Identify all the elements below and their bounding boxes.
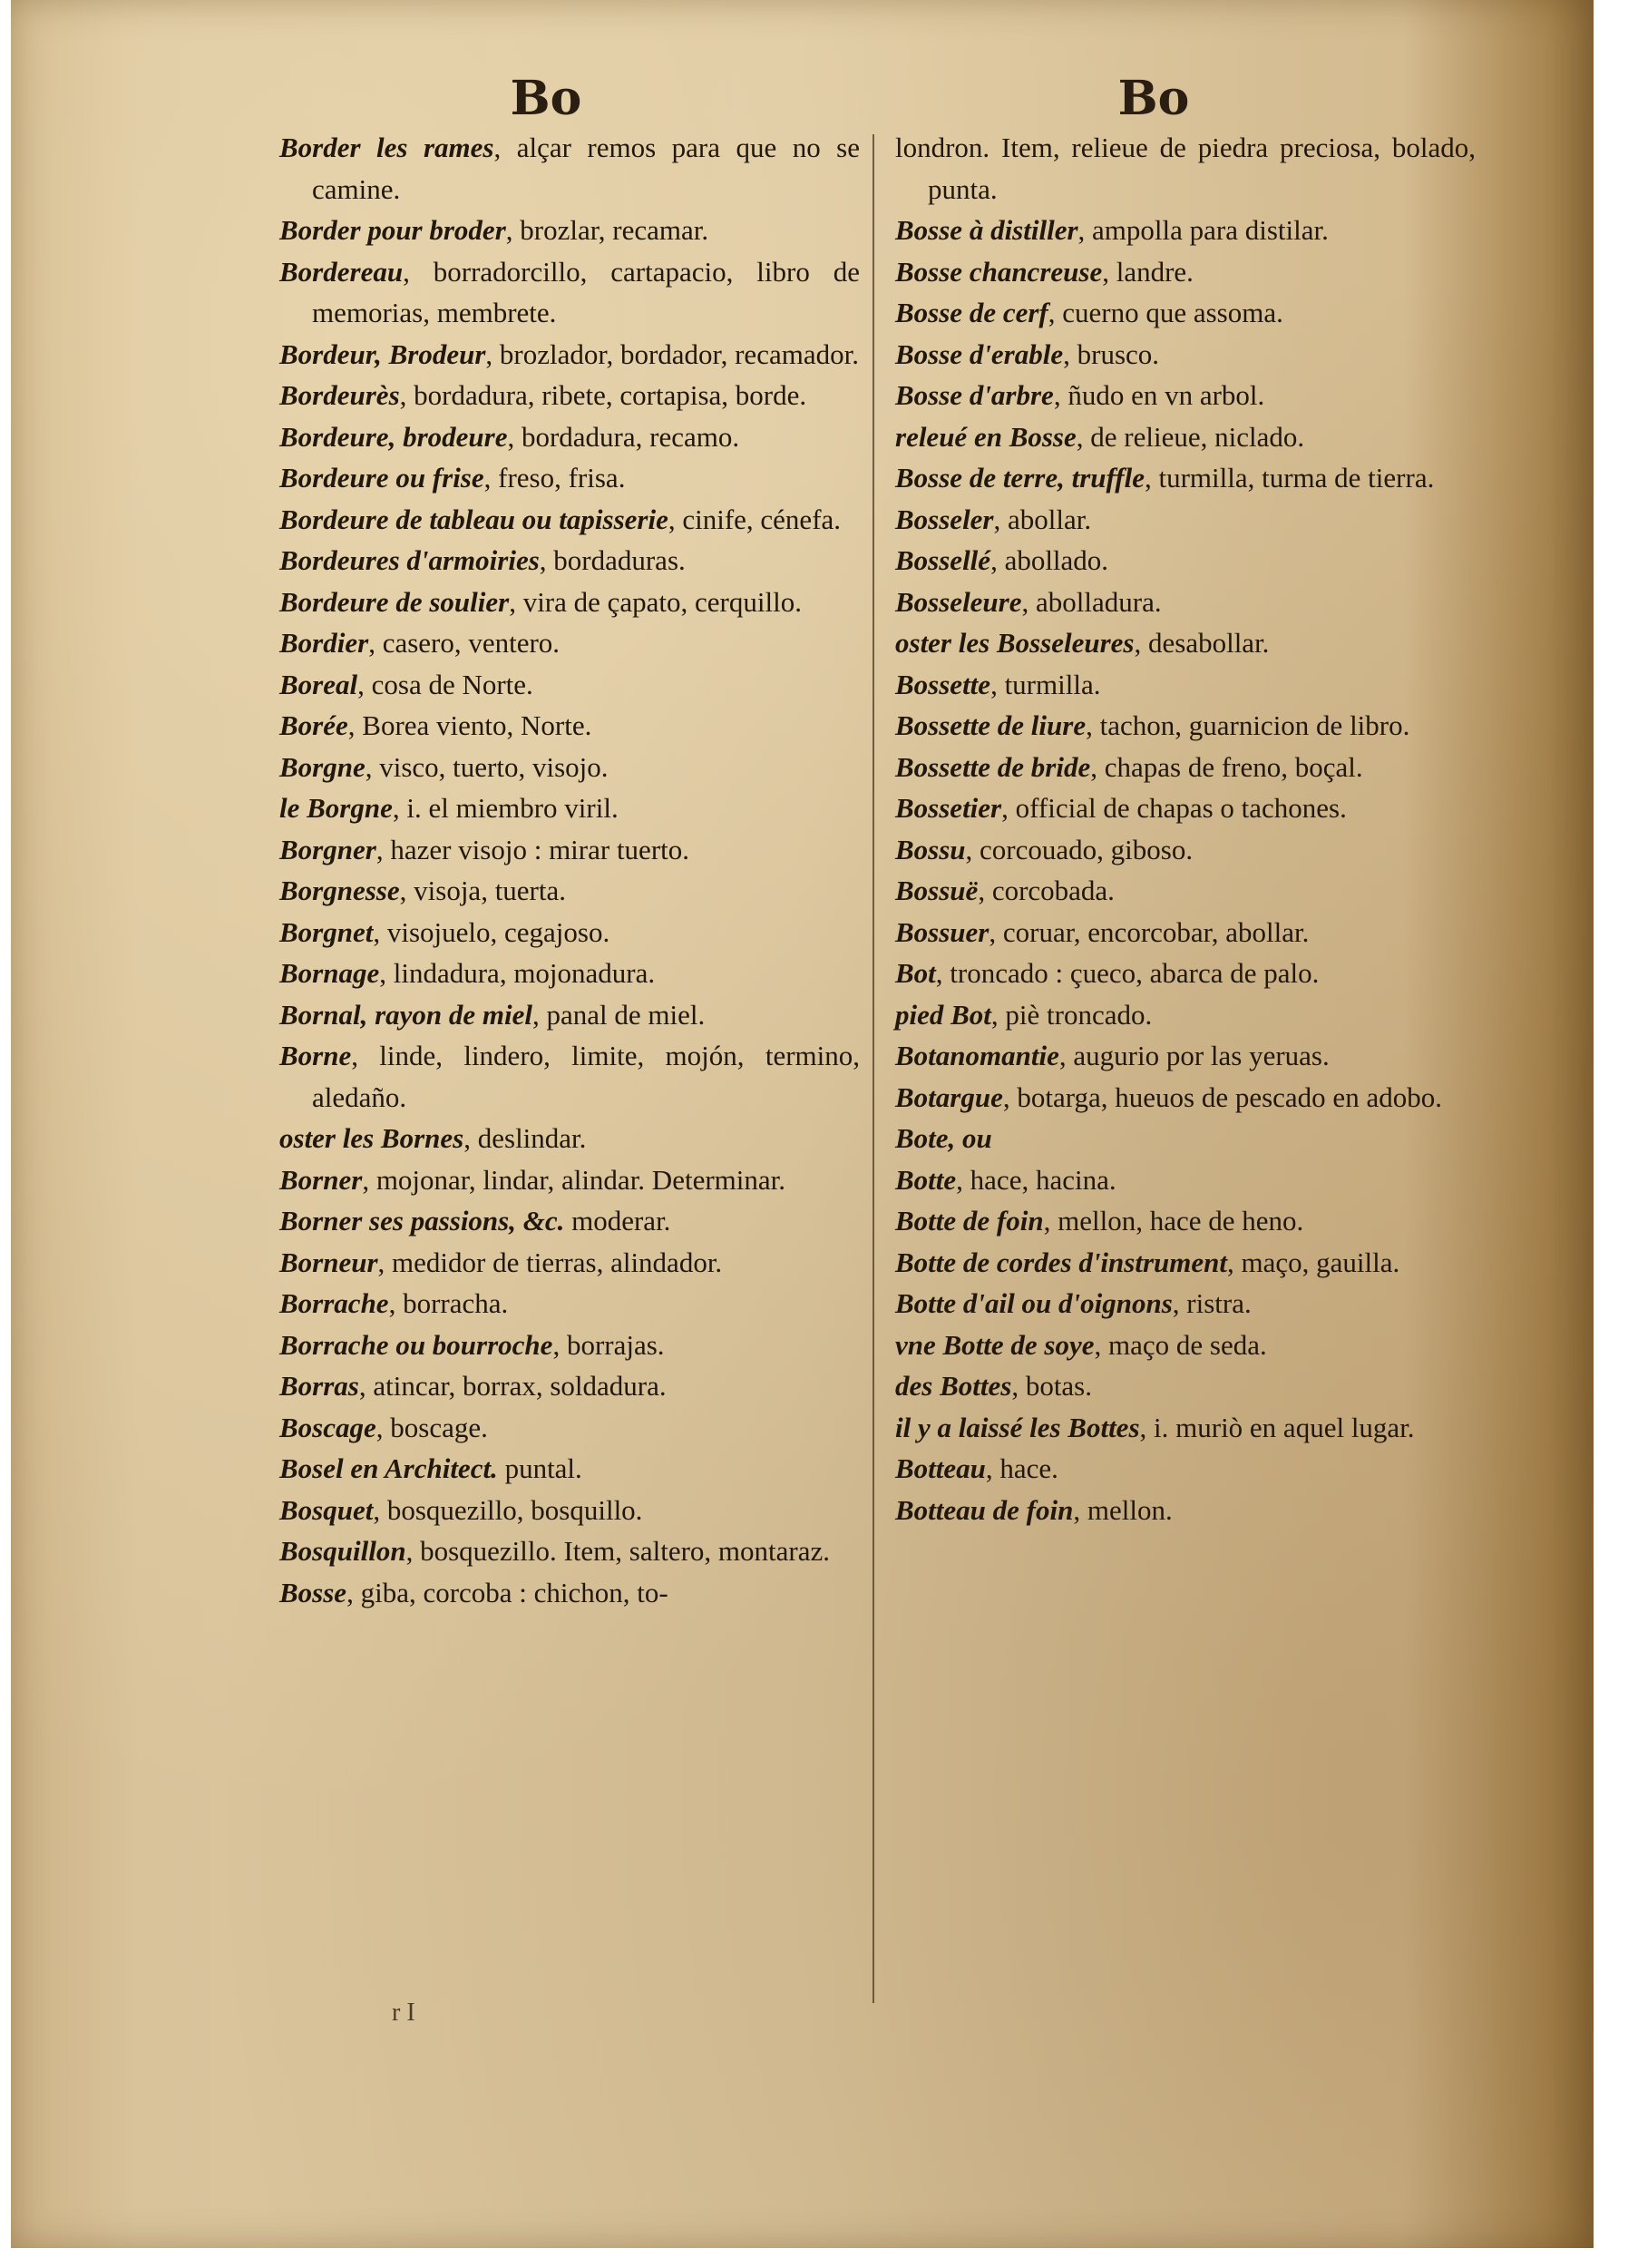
entry-definition: , freso, frisa. — [483, 462, 626, 494]
dictionary-entry — [895, 1035, 1476, 1077]
entry-headword: Border les rames — [279, 132, 494, 163]
dictionary-entry — [279, 829, 860, 871]
entry-headword: Botteau — [895, 1452, 986, 1484]
entry-headword: Bordeure de tableau ou tapisserie — [279, 503, 668, 535]
entry-definition: , i. muriò en aquel lugar. — [1139, 1411, 1415, 1443]
entry-headword: Borgne — [279, 750, 366, 783]
entry-definition: , lindadura, mojonadura. — [379, 957, 656, 989]
left-column — [279, 127, 860, 1613]
entry-headword: Bordeures d'armoiries — [279, 544, 540, 576]
entry-headword: oster les Bosseleures — [895, 627, 1135, 659]
entry-headword: Bordeure ou frise — [279, 462, 484, 494]
dictionary-entry — [279, 499, 860, 541]
column-divider — [872, 134, 874, 2003]
entry-headword: oster les Bornes — [279, 1122, 464, 1154]
dictionary-entry — [895, 334, 1476, 376]
entry-definition: , hace, hacina. — [956, 1163, 1116, 1196]
entry-definition: , hace. — [985, 1452, 1058, 1484]
entry-headword: Botte — [895, 1163, 957, 1196]
entry-definition: , Borea viento, Norte. — [347, 709, 592, 741]
entry-headword: Borrache ou bourroche — [279, 1328, 553, 1361]
entry-definition: , medidor de tierras, alindador. — [377, 1246, 723, 1278]
dictionary-entry — [279, 334, 860, 376]
dictionary-entry — [279, 540, 860, 582]
entry-headword: Bosse chancreuse — [895, 255, 1103, 288]
dictionary-entry — [895, 499, 1476, 541]
entry-headword: Bordeure, brodeure — [279, 420, 508, 453]
entry-headword: Borgner — [279, 833, 376, 865]
entry-headword: Bornage — [279, 957, 380, 989]
entry-definition: , deslindar. — [463, 1122, 587, 1154]
entry-definition: , mojonar, lindar, alindar. Determinar. — [362, 1163, 785, 1196]
entry-headword: Boscage — [279, 1411, 376, 1443]
entry-definition: , abollar. — [993, 503, 1092, 535]
dictionary-entry — [895, 1159, 1476, 1201]
entry-headword: Borneur — [279, 1246, 378, 1278]
dictionary-entry — [895, 664, 1476, 706]
entry-headword: Borgnesse — [279, 875, 400, 906]
entry-definition: , bosquezillo. Item, saltero, montaraz. — [405, 1535, 830, 1567]
entry-headword: Bosse — [279, 1576, 347, 1608]
dictionary-entry — [279, 251, 860, 334]
entry-definition: , casero, ventero. — [368, 627, 561, 659]
entry-headword: Bornal, rayon de miel — [279, 998, 533, 1031]
entry-headword: Borner ses passions, &c. — [279, 1205, 565, 1237]
entry-definition: , piè troncado. — [990, 998, 1153, 1031]
dictionary-entry — [279, 1283, 860, 1325]
dictionary-entry — [279, 375, 860, 416]
entry-definition: , mellon. — [1073, 1493, 1173, 1526]
dictionary-entry — [895, 1077, 1476, 1119]
dictionary-entry — [279, 705, 860, 747]
entry-definition: , giba, corcoba : chichon, to- — [346, 1576, 668, 1608]
dictionary-entry — [279, 622, 860, 664]
dictionary-entry — [895, 292, 1476, 334]
dictionary-entry — [895, 416, 1476, 458]
entry-definition: , cinife, cénefa. — [668, 503, 842, 535]
entry-headword: Borne — [279, 1040, 352, 1071]
entry-definition: , maço de seda. — [1094, 1328, 1267, 1361]
entry-headword: Bordeurès — [279, 379, 400, 411]
dictionary-entry — [279, 1159, 860, 1201]
entry-definition: , cosa de Norte. — [357, 668, 533, 700]
dictionary-entry — [279, 1200, 860, 1242]
dictionary-entry — [895, 1365, 1476, 1407]
entry-definition: , hazer visojo : mirar tuerto. — [375, 833, 690, 865]
entry-headword: Bosel en Architect. — [279, 1452, 498, 1484]
entry-definition: , borradorcillo, cartapacio, libro de memorias, membrete. — [312, 255, 860, 328]
entry-headword: Borner — [279, 1163, 363, 1196]
dictionary-entry — [279, 457, 860, 499]
entry-headword: Boreal — [279, 668, 358, 700]
dictionary-entry — [279, 582, 860, 623]
entry-headword: Botte de foin — [895, 1205, 1044, 1237]
dictionary-entry — [895, 457, 1476, 499]
dictionary-entry — [895, 829, 1476, 871]
dictionary-entry — [895, 1325, 1476, 1366]
dictionary-entry — [895, 1407, 1476, 1449]
entry-definition: , panal de miel. — [532, 998, 706, 1031]
dictionary-entry — [895, 1242, 1476, 1284]
entry-headword: Botanomantie — [895, 1040, 1059, 1071]
entry-headword: Bordeure de soulier — [279, 585, 510, 618]
entry-definition: , chapas de freno, boçal. — [1090, 750, 1363, 783]
entry-headword: Botteau de foin — [895, 1493, 1074, 1526]
dictionary-entry — [895, 912, 1476, 953]
entry-definition: , coruar, encorcobar, abollar. — [989, 915, 1310, 948]
entry-definition: , brusco. — [1063, 337, 1160, 370]
dictionary-entry — [895, 1118, 1476, 1159]
entry-headword: Botte d'ail ou d'oignons — [895, 1287, 1173, 1319]
entry-definition: , official de chapas o tachones. — [1001, 792, 1347, 824]
dictionary-entry — [895, 787, 1476, 829]
entry-definition: , maço, gauilla. — [1227, 1246, 1400, 1278]
entry-definition: , linde, lindero, limite, mojón, termino, aledaño. — [312, 1040, 860, 1113]
entry-headword: le Borgne — [279, 792, 393, 824]
dictionary-entry — [279, 953, 860, 994]
right-column — [895, 127, 1476, 1530]
dictionary-entry — [279, 210, 860, 251]
entry-definition: , abolladura. — [1021, 585, 1162, 618]
dictionary-entry — [895, 705, 1476, 747]
entry-definition: , de relieue, niclado. — [1076, 420, 1305, 453]
entry-headword: vne Botte de soye — [895, 1328, 1095, 1361]
dictionary-entry — [279, 1242, 860, 1284]
entry-headword: releué en Bosse — [895, 420, 1077, 453]
dictionary-entry — [895, 210, 1476, 251]
dictionary-entry — [279, 870, 860, 912]
entry-definition: moderar. — [564, 1205, 671, 1237]
entry-definition: , desabollar. — [1134, 627, 1270, 659]
dictionary-entry — [895, 622, 1476, 664]
dictionary-entry — [279, 1448, 860, 1490]
entry-headword: Bossette — [895, 668, 991, 700]
dictionary-entry — [279, 1035, 860, 1118]
entry-headword: Bossetier — [895, 792, 1002, 824]
entry-headword: Bot — [895, 957, 936, 989]
entry-headword: Bosse d'erable — [895, 337, 1064, 370]
dictionary-entry — [895, 1200, 1476, 1242]
entry-headword: des Bottes — [895, 1370, 1012, 1402]
dictionary-entry — [895, 582, 1476, 623]
signature-mark: r I — [392, 1999, 415, 2027]
entry-definition: , atincar, borrax, soldadura. — [358, 1370, 667, 1402]
entry-definition: , alçar remos para que no se camine. — [312, 132, 860, 205]
entry-definition: , ampolla para distilar. — [1077, 214, 1329, 246]
dictionary-entry — [279, 1365, 860, 1407]
entry-headword: Bordereau — [279, 255, 404, 288]
entry-headword: Bosse de cerf — [895, 297, 1048, 328]
dictionary-entry — [895, 994, 1476, 1036]
entry-headword: Borée — [279, 709, 348, 741]
entry-definition: , bosquezillo, bosquillo. — [373, 1493, 643, 1526]
entry-definition: , visoja, tuerta. — [399, 875, 567, 906]
entry-headword: Bossette de liure — [895, 709, 1087, 741]
entry-definition: , visco, tuerto, visojo. — [365, 750, 609, 783]
entry-headword: Bosseler — [895, 503, 994, 535]
entry-headword: Borrache — [279, 1287, 389, 1319]
entry-definition: , bordaduras. — [539, 544, 686, 576]
entry-definition: , abollado. — [990, 544, 1109, 576]
dictionary-entry — [279, 1118, 860, 1159]
dictionary-entry — [279, 416, 860, 458]
dictionary-entry — [279, 127, 860, 210]
entry-headword: Bosse de terre, truffle — [895, 462, 1145, 494]
entry-definition: , ristra. — [1172, 1287, 1252, 1319]
entry-headword: Bossuer — [895, 915, 989, 948]
entry-definition: , troncado : çueco, abarca de palo. — [935, 957, 1320, 989]
entry-headword: Bosquillon — [279, 1535, 406, 1567]
dictionary-entry — [895, 1490, 1476, 1531]
entry-headword: Botargue — [895, 1080, 1003, 1113]
entry-headword: Border pour broder — [279, 214, 506, 246]
dictionary-entry — [279, 1490, 860, 1531]
entry-headword: Bosquet — [279, 1493, 374, 1526]
entry-headword: Bosseleure — [895, 585, 1022, 618]
entry-definition: , i. el miembro viril. — [392, 792, 619, 824]
entry-definition: , landre. — [1102, 255, 1194, 288]
dictionary-entry — [279, 787, 860, 829]
entry-headword: Bosse d'arbre — [895, 379, 1054, 411]
dictionary-entry — [895, 1448, 1476, 1490]
entry-headword: Bossuë — [895, 875, 979, 906]
entry-headword: Bossellé — [895, 544, 991, 576]
dictionary-entry — [895, 127, 1476, 210]
entry-definition: , tachon, guarnicion de libro. — [1086, 709, 1410, 741]
entry-definition: , turmilla. — [990, 668, 1101, 700]
entry-definition: londron. Item, relieue de piedra preciosa, bolado, punta. — [895, 132, 1476, 205]
entry-definition: , cuerno que assoma. — [1048, 297, 1283, 328]
dictionary-entry — [279, 912, 860, 953]
book-page — [11, 0, 1594, 2248]
dictionary-entry — [279, 1530, 860, 1572]
dictionary-entry — [895, 747, 1476, 788]
dictionary-entry — [895, 540, 1476, 582]
entry-headword: Bote, ou — [895, 1122, 992, 1154]
dictionary-entry — [279, 1572, 860, 1614]
entry-definition: , borracha. — [388, 1287, 509, 1319]
dictionary-entry — [279, 664, 860, 706]
entry-definition: , borrajas. — [552, 1328, 665, 1361]
entry-headword: Bordier — [279, 627, 369, 659]
entry-headword: Bossette de bride — [895, 750, 1091, 783]
entry-definition: , visojuelo, cegajoso. — [373, 915, 610, 948]
running-head-right: Bo — [1117, 71, 1190, 126]
entry-headword: Borgnet — [279, 915, 374, 948]
entry-headword: Bossu — [895, 833, 966, 865]
entry-definition: , brozlar, recamar. — [505, 214, 709, 246]
entry-definition: , bordadura, recamo. — [507, 420, 740, 453]
entry-definition: , mellon, hace de heno. — [1043, 1205, 1304, 1237]
entry-definition: , vira de çapato, cerquillo. — [509, 585, 802, 618]
dictionary-entry — [279, 747, 860, 788]
dictionary-entry — [895, 953, 1476, 994]
entry-definition: , corcobada. — [978, 875, 1115, 906]
entry-headword: pied Bot — [895, 998, 991, 1031]
running-head-left: Bo — [510, 71, 582, 126]
entry-definition: puntal. — [497, 1452, 582, 1484]
entry-headword: Botte de cordes d'instrument — [895, 1246, 1227, 1278]
dictionary-entry — [895, 375, 1476, 416]
entry-definition: , brozlador, bordador, recamador. — [485, 337, 859, 370]
entry-headword: Borras — [279, 1370, 359, 1402]
dictionary-entry — [895, 251, 1476, 293]
entry-headword: Bosse à distiller — [895, 214, 1078, 246]
entry-definition: , turmilla, turma de tierra. — [1144, 462, 1435, 494]
dictionary-entry — [279, 1325, 860, 1366]
dictionary-entry — [895, 870, 1476, 912]
entry-definition: , augurio por las yeruas. — [1058, 1040, 1330, 1071]
entry-definition: , ñudo en vn arbol. — [1053, 379, 1265, 411]
entry-definition: , corcouado, giboso. — [965, 833, 1194, 865]
entry-definition: , bordadura, ribete, cortapisa, borde. — [399, 379, 807, 411]
entry-headword: il y a laissé les Bottes — [895, 1411, 1140, 1443]
dictionary-entry — [279, 1407, 860, 1449]
entry-headword: Bordeur, Brodeur — [279, 337, 486, 370]
entry-definition: , botarga, hueuos de pescado en adobo. — [1002, 1080, 1442, 1113]
dictionary-entry — [895, 1283, 1476, 1325]
dictionary-entry — [279, 994, 860, 1036]
entry-definition: , botas. — [1011, 1370, 1092, 1402]
entry-definition: , boscage. — [375, 1411, 488, 1443]
